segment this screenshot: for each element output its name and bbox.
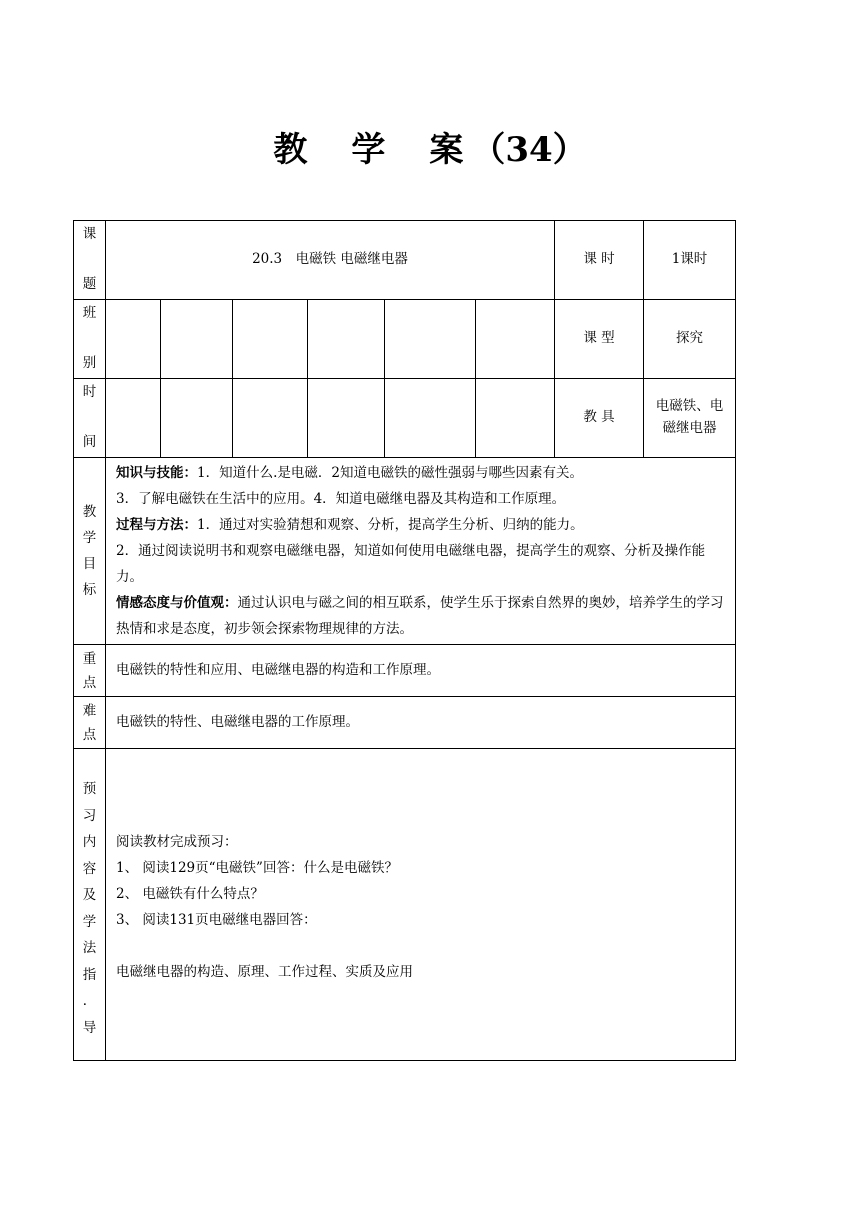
hours-value: 1课时: [644, 221, 736, 300]
goals-content: [106, 458, 736, 645]
preview-label-cell: [74, 749, 106, 1061]
preview-label-char-1: 预: [82, 781, 97, 797]
time-blank-6[interactable]: [476, 379, 555, 458]
lesson-plan-table: [73, 220, 736, 1061]
knowledge-text-1: 1．知道什么.是电磁．2知道电磁铁的磁性强弱与哪些因素有关。: [197, 465, 583, 481]
preview-label-char-6: 学: [82, 913, 97, 930]
class-label-cell: [74, 300, 106, 379]
tools-value: [644, 379, 736, 458]
class-blank-1[interactable]: [106, 300, 161, 379]
time-label-top: 时: [82, 384, 97, 400]
preview-note: 电磁继电器的构造、原理、工作过程、实质及应用: [116, 964, 413, 980]
process-text-2: 2．通过阅读说明书和观察电磁继电器，知道如何使用电磁继电器，提高学生的观察、分析及操作能力。: [116, 543, 706, 585]
tools-label: 教 具: [555, 379, 644, 458]
topic-label-cell: [74, 221, 106, 300]
goals-label-cell: [74, 458, 106, 645]
knowledge-line-1: [116, 460, 727, 486]
preview-row: [74, 749, 736, 1061]
preview-question-2: 2、 电磁铁有什么特点？: [116, 886, 264, 902]
time-label-cell: [74, 379, 106, 458]
class-label-bottom: 别: [82, 355, 97, 372]
hours-label: 课 时: [555, 221, 644, 300]
knowledge-heading: 知识与技能：: [116, 465, 197, 481]
preview-label-char-2: 习: [82, 807, 97, 824]
time-blank-3[interactable]: [233, 379, 308, 458]
class-blank-4[interactable]: [308, 300, 385, 379]
title-char-2: 学: [351, 130, 386, 170]
title-char-3: 案: [429, 130, 464, 170]
difficulty-row: [74, 697, 736, 749]
time-blank-2[interactable]: [161, 379, 233, 458]
goals-label-char-2: 学: [82, 530, 97, 546]
key-point-label-cell: [74, 645, 106, 697]
process-text-1: 1．通过对实验猜想和观察、分析，提高学生分析、归纳的能力。: [197, 517, 584, 533]
topic-label-bottom: 题: [82, 276, 97, 293]
difficulty-label-char-2: 点: [82, 726, 97, 743]
type-label: 课 型: [555, 300, 644, 379]
time-row: [74, 379, 736, 458]
title-char-1: 教: [273, 130, 308, 170]
class-label-top: 班: [82, 305, 97, 321]
goals-label-char-1: 教: [82, 504, 97, 520]
preview-content: [106, 749, 736, 1061]
preview-label-char-7: 法: [82, 940, 97, 956]
goals-label-char-4: 标: [82, 582, 97, 598]
preview-label-char-3: 内: [82, 834, 97, 850]
goals-row: [74, 458, 736, 645]
topic-cell: 20.3 电磁铁 电磁继电器: [106, 221, 555, 300]
tools-line-2: 磁继电器: [662, 420, 717, 436]
goals-label-char-3: 目: [82, 556, 97, 572]
key-point-row: [74, 645, 736, 697]
preview-label-char-9: ．: [82, 993, 97, 1009]
time-label-bottom: 间: [82, 434, 97, 451]
emotion-text: 通过认识电与磁之间的相互联系，使学生乐于探索自然界的奥妙，培养学生的学习热情和求是态度，初步领会探索物理规律的方法。: [116, 595, 724, 637]
preview-label-char-8: 指: [82, 966, 97, 983]
class-blank-6[interactable]: [476, 300, 555, 379]
class-row: [74, 300, 736, 379]
class-blank-2[interactable]: [161, 300, 233, 379]
preview-label-char-5: 及: [82, 887, 97, 903]
emotion-heading: 情感态度与价值观：: [116, 595, 238, 611]
preview-question-3: 3、 阅读131页电磁继电器回答：: [116, 912, 317, 928]
class-blank-5[interactable]: [385, 300, 476, 379]
process-line-1: [116, 512, 727, 538]
title-number: （34）: [471, 130, 587, 170]
difficulty-text: 电磁铁的特性、电磁继电器的工作原理。: [106, 697, 736, 749]
preview-intro: 阅读教材完成预习：: [116, 834, 238, 850]
preview-label-char-4: 容: [82, 860, 97, 877]
topic-row: [74, 221, 736, 300]
time-blank-4[interactable]: [308, 379, 385, 458]
key-point-label-char-2: 点: [82, 674, 97, 691]
knowledge-text-2: 3．了解电磁铁在生活中的应用。4．知道电磁继电器及其构造和工作原理。: [116, 491, 566, 507]
time-blank-1[interactable]: [106, 379, 161, 458]
class-blank-3[interactable]: [233, 300, 308, 379]
process-heading: 过程与方法：: [116, 517, 197, 533]
tools-line-1: 电磁铁、电: [655, 398, 724, 415]
document-title: [0, 122, 860, 171]
emotion-line: [116, 590, 727, 642]
preview-question-1: 1、 阅读129页“电磁铁”回答：什么是电磁铁？: [116, 860, 398, 876]
difficulty-label-char-1: 难: [82, 702, 97, 719]
preview-label-char-10: 导: [82, 1019, 97, 1036]
difficulty-label-cell: [74, 697, 106, 749]
key-point-text: 电磁铁的特性和应用、电磁继电器的构造和工作原理。: [106, 645, 736, 697]
key-point-label-char-1: 重: [82, 650, 97, 667]
type-value: 探究: [644, 300, 736, 379]
time-blank-5[interactable]: [385, 379, 476, 458]
topic-label-top: 课: [82, 226, 97, 242]
